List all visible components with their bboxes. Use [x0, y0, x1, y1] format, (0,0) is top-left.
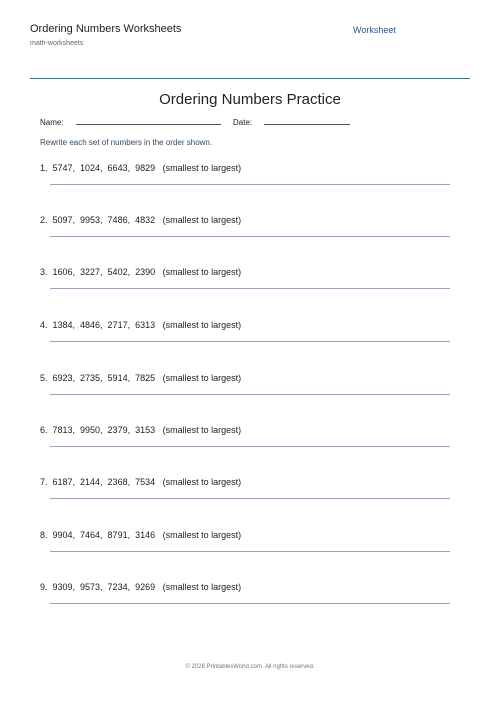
answer-line[interactable] [50, 603, 450, 604]
instructions: Rewrite each set of numbers in the order shown. [40, 138, 213, 147]
date-field [233, 116, 350, 127]
footer-copyright: © 2026 PrintablesWorld.com. All rights reserved. [185, 664, 315, 670]
problem-text: 4. 1384, 4846, 2717, 6313 (smallest to largest) [40, 320, 242, 330]
problem-text: 6. 7813, 9950, 2379, 3153 (smallest to largest) [40, 425, 242, 435]
answer-line[interactable] [50, 184, 450, 185]
answer-line[interactable] [50, 498, 450, 499]
site-subtitle: math-worksheets [30, 40, 84, 47]
problem-text: 9. 9309, 9573, 7234, 9269 (smallest to largest) [40, 582, 242, 592]
answer-line[interactable] [50, 288, 450, 289]
problem-item [40, 215, 450, 245]
name-blank[interactable] [76, 116, 221, 125]
answer-line[interactable] [50, 551, 450, 552]
name-field [40, 116, 221, 127]
problem-text: 8. 9904, 7464, 8791, 3146 (smallest to largest) [40, 530, 242, 540]
problem-item [40, 320, 450, 350]
worksheet-title: Ordering Numbers Practice [159, 91, 341, 108]
date-label: Date: [233, 118, 253, 127]
answer-line[interactable] [50, 394, 450, 395]
problem-item [40, 425, 450, 455]
worksheet-nav-link[interactable]: Worksheet [353, 25, 396, 35]
name-label: Name: [40, 118, 64, 127]
problem-text: 2. 5097, 9953, 7486, 4832 (smallest to largest) [40, 215, 242, 225]
problem-item [40, 163, 450, 193]
problem-text: 3. 1606, 3227, 5402, 2390 (smallest to largest) [40, 267, 242, 277]
problem-item [40, 373, 450, 403]
problem-item [40, 530, 450, 560]
site-title: Ordering Numbers Worksheets [30, 23, 182, 35]
date-blank[interactable] [264, 116, 350, 125]
problem-text: 5. 6923, 2735, 5914, 7825 (smallest to largest) [40, 373, 242, 383]
problem-item [40, 477, 450, 507]
problem-text: 7. 6187, 2144, 2368, 7534 (smallest to largest) [40, 477, 242, 487]
answer-line[interactable] [50, 236, 450, 237]
site-header [30, 0, 470, 79]
problem-item [40, 267, 450, 297]
problem-item [40, 582, 450, 612]
answer-line[interactable] [50, 446, 450, 447]
answer-line[interactable] [50, 341, 450, 342]
problem-text: 1. 5747, 1024, 6643, 9829 (smallest to largest) [40, 163, 242, 173]
